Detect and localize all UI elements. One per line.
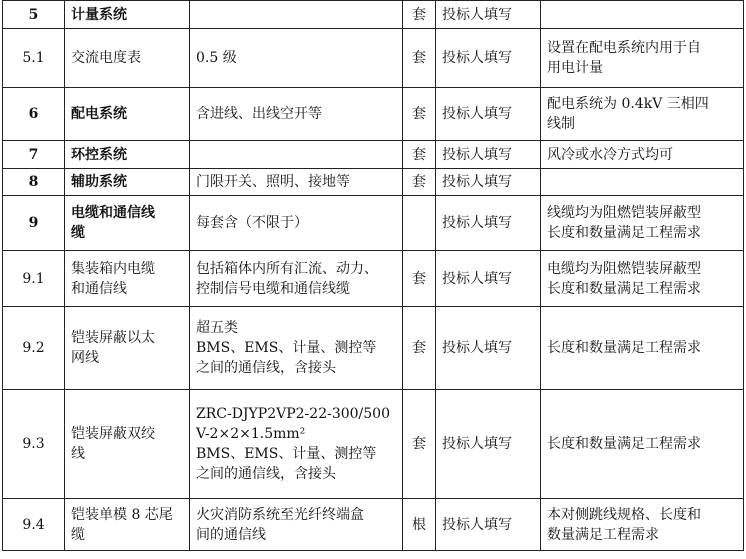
item-spec-cell — [190, 1, 403, 29]
item-spec-cell — [190, 169, 403, 196]
cell-text-line: 缆 — [71, 526, 85, 543]
item-name-cell — [65, 29, 190, 88]
cell-text-line: 含进线、出线空开等 — [196, 106, 322, 122]
bidder-fill-cell: 投标人填写 — [436, 499, 541, 551]
cell-text-line: 缆 — [71, 225, 85, 241]
cell-text-line: 集装箱内电缆 — [71, 260, 155, 277]
item-unit-cell: 套 — [403, 29, 436, 88]
table-row — [3, 141, 744, 169]
table-row — [3, 196, 744, 251]
cell-text-line: BMS、EMS、计量、测控等 — [196, 340, 377, 356]
bidder-fill-cell: 投标人填写 — [436, 169, 541, 196]
item-note-cell — [541, 169, 744, 196]
table-body — [3, 1, 744, 551]
item-number-cell: 7 — [3, 141, 65, 169]
item-name-cell — [65, 141, 190, 169]
item-name-cell — [65, 307, 190, 390]
item-name-cell — [65, 499, 190, 551]
item-unit-cell: 套 — [403, 307, 436, 390]
cell-text-line: 线制 — [547, 116, 575, 132]
bidder-fill-cell: 投标人填写 — [436, 29, 541, 88]
item-unit-cell: 套 — [403, 1, 436, 29]
item-note-cell — [541, 88, 744, 141]
table-row — [3, 169, 744, 196]
item-unit-cell: 套 — [403, 390, 436, 499]
cell-text-line: 0.5 级 — [196, 50, 237, 66]
bidder-fill-cell: 投标人填写 — [436, 251, 541, 307]
item-number-cell: 9.2 — [3, 307, 65, 390]
cell-text-line: 铠装单模 8 芯尾 — [71, 506, 173, 523]
cell-text-line: 数量满足工程需求 — [547, 526, 659, 543]
cell-text-line: 配电系统 — [71, 106, 127, 122]
item-note-cell — [541, 29, 744, 88]
item-spec-cell — [190, 88, 403, 141]
table-row — [3, 29, 744, 88]
cell-text-line: 交流电度表 — [71, 50, 141, 66]
item-note-cell — [541, 499, 744, 551]
item-spec-cell — [190, 307, 403, 390]
bidder-fill-cell: 投标人填写 — [436, 390, 541, 499]
item-note-cell — [541, 1, 744, 29]
item-number-cell: 5 — [3, 1, 65, 29]
item-name-cell — [65, 169, 190, 196]
bidder-fill-cell: 投标人填写 — [436, 1, 541, 29]
item-number-cell: 9 — [3, 196, 65, 251]
item-note-cell — [541, 196, 744, 251]
cell-text-line: 间的通信线 — [196, 526, 266, 543]
item-note-cell — [541, 307, 744, 390]
cell-text-line: 辅助系统 — [71, 174, 127, 190]
item-unit-cell: 套 — [403, 141, 436, 169]
cell-text-line: 和通信线 — [71, 280, 127, 297]
cell-text-line: 长度和数量满足工程需求 — [547, 225, 701, 241]
cell-text-line: 长度和数量满足工程需求 — [547, 280, 701, 297]
item-note-cell — [541, 141, 744, 169]
cell-text-line: 门限开关、照明、接地等 — [196, 174, 350, 190]
bidder-fill-cell: 投标人填写 — [436, 307, 541, 390]
cell-text-line: 环控系统 — [71, 146, 127, 163]
cell-text-line: 线缆均为阻燃铠装屏蔽型 — [547, 205, 701, 221]
table-row — [3, 251, 744, 307]
cell-text-line: 电缆和通信线 — [71, 205, 155, 221]
cell-text-line: 之间的通信线，含接头 — [196, 466, 336, 482]
item-name-cell — [65, 88, 190, 141]
item-number-cell: 6 — [3, 88, 65, 141]
table-row — [3, 1, 744, 29]
cell-text-line: 铠装屏蔽以太 — [71, 330, 155, 346]
bidder-fill-cell: 投标人填写 — [436, 88, 541, 141]
equipment-spec-table — [2, 0, 744, 551]
table-row — [3, 307, 744, 390]
table-row — [3, 88, 744, 141]
item-unit-cell: 套 — [403, 88, 436, 141]
item-spec-cell — [190, 499, 403, 551]
item-note-cell — [541, 251, 744, 307]
cell-text-line: 控制信号电缆和通信线缆 — [196, 280, 350, 297]
bidder-fill-cell: 投标人填写 — [436, 196, 541, 251]
cell-text-line: ZRC-DJYP2VP2-22-300/500 — [196, 406, 390, 422]
item-spec-cell — [190, 29, 403, 88]
item-spec-cell — [190, 251, 403, 307]
item-spec-cell — [190, 196, 403, 251]
cell-text-line: 风冷或水冷方式均可 — [547, 146, 673, 163]
table-row — [3, 390, 744, 499]
item-unit-cell: 套 — [403, 169, 436, 196]
cell-text-line: 长度和数量满足工程需求 — [547, 340, 701, 356]
table-row — [3, 499, 744, 551]
item-name-cell — [65, 251, 190, 307]
cell-text-line: 超五类 — [196, 320, 238, 336]
item-unit-cell — [403, 196, 436, 251]
cell-text-line: 电缆均为阻燃铠装屏蔽型 — [547, 260, 701, 277]
item-name-cell — [65, 196, 190, 251]
bidder-fill-cell: 投标人填写 — [436, 141, 541, 169]
item-unit-cell: 套 — [403, 251, 436, 307]
cell-text-line: V-2×2×1.5mm² — [196, 426, 306, 442]
item-note-cell — [541, 390, 744, 499]
item-number-cell: 9.3 — [3, 390, 65, 499]
cell-text-line: 铠装屏蔽双绞 — [71, 426, 155, 442]
cell-text-line: 设置在配电系统内用于自 — [547, 40, 701, 56]
cell-text-line: 网线 — [71, 350, 99, 366]
cell-text-line: 之间的通信线，含接头 — [196, 360, 336, 376]
item-number-cell: 9.1 — [3, 251, 65, 307]
item-spec-cell — [190, 141, 403, 169]
item-name-cell — [65, 1, 190, 29]
cell-text-line: 火灾消防系统至光纤终端盒 — [196, 506, 364, 523]
cell-text-line: 本对侧跳线规格、长度和 — [547, 506, 701, 523]
item-name-cell — [65, 390, 190, 499]
item-spec-cell — [190, 390, 403, 499]
cell-text-line: 包括箱体内所有汇流、动力、 — [196, 260, 378, 277]
cell-text-line: 长度和数量满足工程需求 — [547, 436, 701, 452]
cell-text-line: 配电系统为 0.4kV 三相四 — [547, 96, 709, 112]
cell-text-line: 线 — [71, 446, 85, 462]
item-unit-cell: 根 — [403, 499, 436, 551]
item-number-cell: 8 — [3, 169, 65, 196]
item-number-cell: 5.1 — [3, 29, 65, 88]
item-number-cell: 9.4 — [3, 499, 65, 551]
cell-text-line: 用电计量 — [547, 60, 603, 76]
cell-text-line: 计量系统 — [71, 6, 127, 23]
cell-text-line: 每套含（不限于） — [196, 215, 308, 231]
cell-text-line: BMS、EMS、计量、测控等 — [196, 446, 377, 462]
